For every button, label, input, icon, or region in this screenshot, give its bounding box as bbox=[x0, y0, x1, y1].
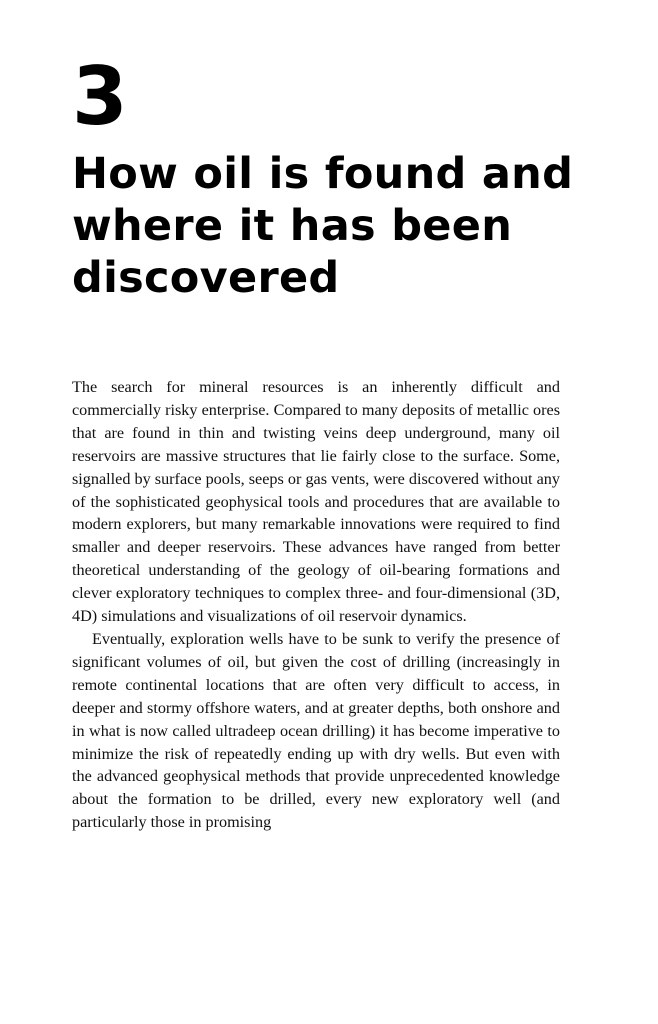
chapter-title bbox=[72, 148, 592, 304]
body-paragraph-2: Eventually, exploration wells have to be sunk to verify the presence of significant volumes of oil, but given the cost of drilling (increasingly in remote continental locations that are often very difficult to access, in deeper and stormy offshore waters, and at greater depths, both onshore and in what is now called ultradeep ocean drilling) it has become imperative to minimize the risk of repeatedly ending up with dry wells. But even with the advanced geophysical methods that provide unprecedented knowledge about the formation to be drilled, every new exploratory well (and particularly those in promising bbox=[72, 629, 560, 832]
chapter-number: 3 bbox=[72, 50, 126, 143]
chapter-title-line-2: where it has been bbox=[72, 201, 513, 251]
chapter-title-line-1: How oil is found and bbox=[72, 149, 574, 199]
chapter-body bbox=[72, 376, 560, 834]
chapter-title-line-3: discovered bbox=[72, 253, 340, 303]
body-paragraph-1: The search for mineral resources is an inherently difficult and commercially risky enterprise. Compared to many deposits of metallic ores that are found in thin and twisting veins deep underground, many oil reservoirs are massive structures that lie fairly close to the surface. Some, signalled by surface pools, seeps or gas vents, were discovered without any of the sophisticated geophysical tools and procedures that are available to modern explorers, but many remarkable innovations were required to find smaller and deeper reservoirs. These advances have ranged from better theoretical understanding of the geology of oil-bearing formations and clever exploratory techniques to complex three- and four-dimensional (3D, 4D) simulations and visualizations of oil reservoir dynamics. bbox=[72, 378, 560, 626]
